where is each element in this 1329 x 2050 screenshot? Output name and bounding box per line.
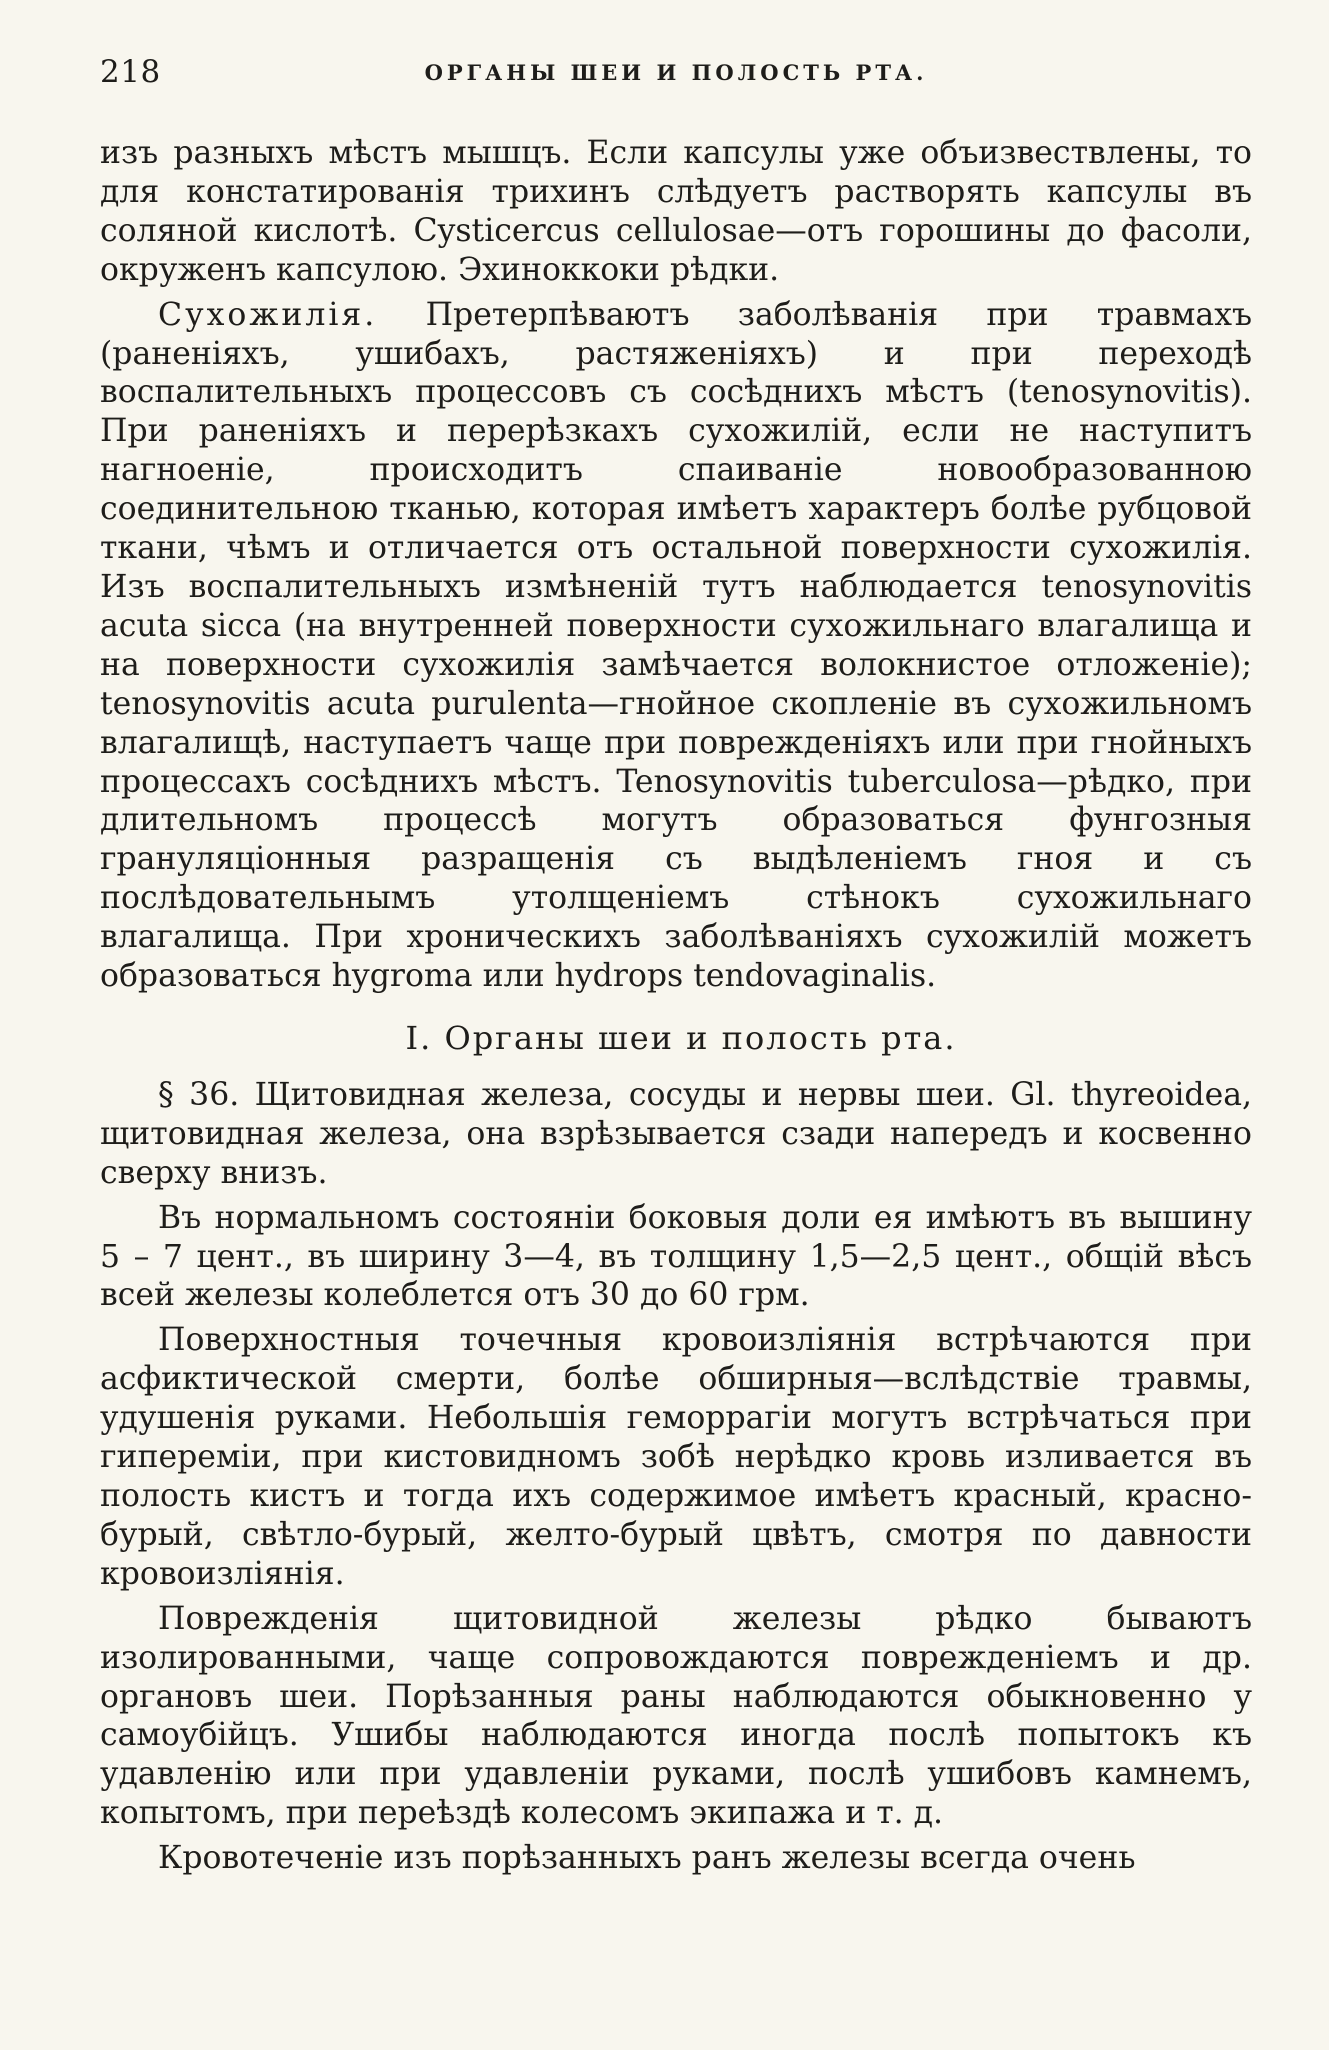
paragraph-text: изъ разныхъ мѣстъ мышцъ. Если капсулы уже объизвествлены, то для констатированія трихинъ слѣдуетъ растворять капсулы въ соляной кислотѣ. Cysticercus cellulosae—отъ горошины до фасоли, окруженъ капсулою. Эхиноккоки рѣдки. [100, 135, 1252, 288]
paragraph-thyroid-normal [100, 1199, 1252, 1316]
running-title: ОРГАНЫ ШЕИ И ПОЛОСТЬ РТА. [424, 60, 928, 85]
paragraph-text: Кровотеченіе изъ порѣзанныхъ ранъ железы всегда очень [158, 1840, 1136, 1877]
page-number: 218 [100, 54, 161, 90]
paragraph-text: § 36. Щитовидная железа, сосуды и нервы шеи. Gl. thyreoidea, щитовидная железа, она взрѣзывается сзади напередъ и косвенно сверху внизъ. [100, 1076, 1252, 1191]
paragraph-lead-term: Сухожилія. [158, 296, 378, 333]
section-heading: I. Органы шеи и полость рта. [405, 1018, 957, 1057]
paragraph-thyroid-intro [100, 1076, 1252, 1193]
paragraph-text: Въ нормальномъ состояніи боковыя доли ея имѣютъ въ вышину 5 – 7 цент., въ ширину 3—4, въ толщину 1,5—2,5 цент., общій вѣсъ всей железы колеблется отъ 30 до 60 грм. [100, 1199, 1252, 1314]
paragraph-parasites [100, 134, 1252, 290]
body-text [100, 134, 1252, 1878]
paragraph-text: Претерпѣваютъ заболѣванія при травмахъ (раненіяхъ, ушибахъ, растяженіяхъ) и при переходѣ воспалительныхъ процессовъ съ сосѣднихъ мѣстъ (tenosynovitis). При раненіяхъ и перерѣзкахъ сухожилій, если не наступитъ нагноеніе, происходитъ спаиваніе новообразованною соединительною тканью, которая имѣетъ характеръ болѣе рубцовой ткани, чѣмъ и отличается отъ остальной поверхности сухожилія. Изъ воспалительныхъ измѣненій тутъ наблюдается tenosynovitis acuta sicca (на внутренней поверхности сухожильнаго влагалища и на поверхности сухожилія замѣчается волокнистое отложеніе); tenosynovitis acuta purulenta—гнойное скопленіе въ сухожильномъ влагалищѣ, наступаетъ чаще при поврежденіяхъ или при гнойныхъ процессахъ сосѣднихъ мѣстъ. Tenosynovitis tuberculosa—рѣдко, при длительномъ процессѣ могутъ образоваться фунгозныя грануляціонныя разращенія съ выдѣленіемъ гноя и съ послѣдовательнымъ утолщеніемъ стѣнокъ сухожильнаго влагалища. При хроническихъ заболѣваніяхъ сухожилій можетъ образоваться hygroma или hydrops tendovaginalis. [100, 296, 1252, 995]
paragraph-bleeding [100, 1839, 1252, 1878]
running-head [100, 54, 1252, 94]
paragraph-tendons [100, 296, 1252, 996]
paragraph-text: Поверхностныя точечныя кровоизліянія встрѣчаются при асфиктической смерти, болѣе обширныя—вслѣдствіе травмы, удушенія руками. Небольшія геморрагіи могутъ встрѣчаться при гипереміи, при кистовидномъ зобѣ нерѣдко кровь изливается въ полость кистъ и тогда ихъ содержимое имѣетъ красный, красно-бурый, свѣтло-бурый, желто-бурый цвѣтъ, смотря по давности кровоизліянія. [100, 1322, 1252, 1592]
paragraph-injuries [100, 1600, 1252, 1833]
paragraph-hemorrhages [100, 1321, 1252, 1593]
paragraph-text: Поврежденія щитовидной железы рѣдко бываютъ изолированными, чаще сопровождаются поврежденіемъ и др. органовъ шеи. Порѣзанныя раны наблюдаются обыкновенно у самоубійцъ. Ушибы наблюдаются иногда послѣ попытокъ къ удавленію или при удавленіи руками, послѣ ушибовъ камнемъ, копытомъ, при переѣздѣ колесомъ экипажа и т. д. [100, 1600, 1252, 1832]
